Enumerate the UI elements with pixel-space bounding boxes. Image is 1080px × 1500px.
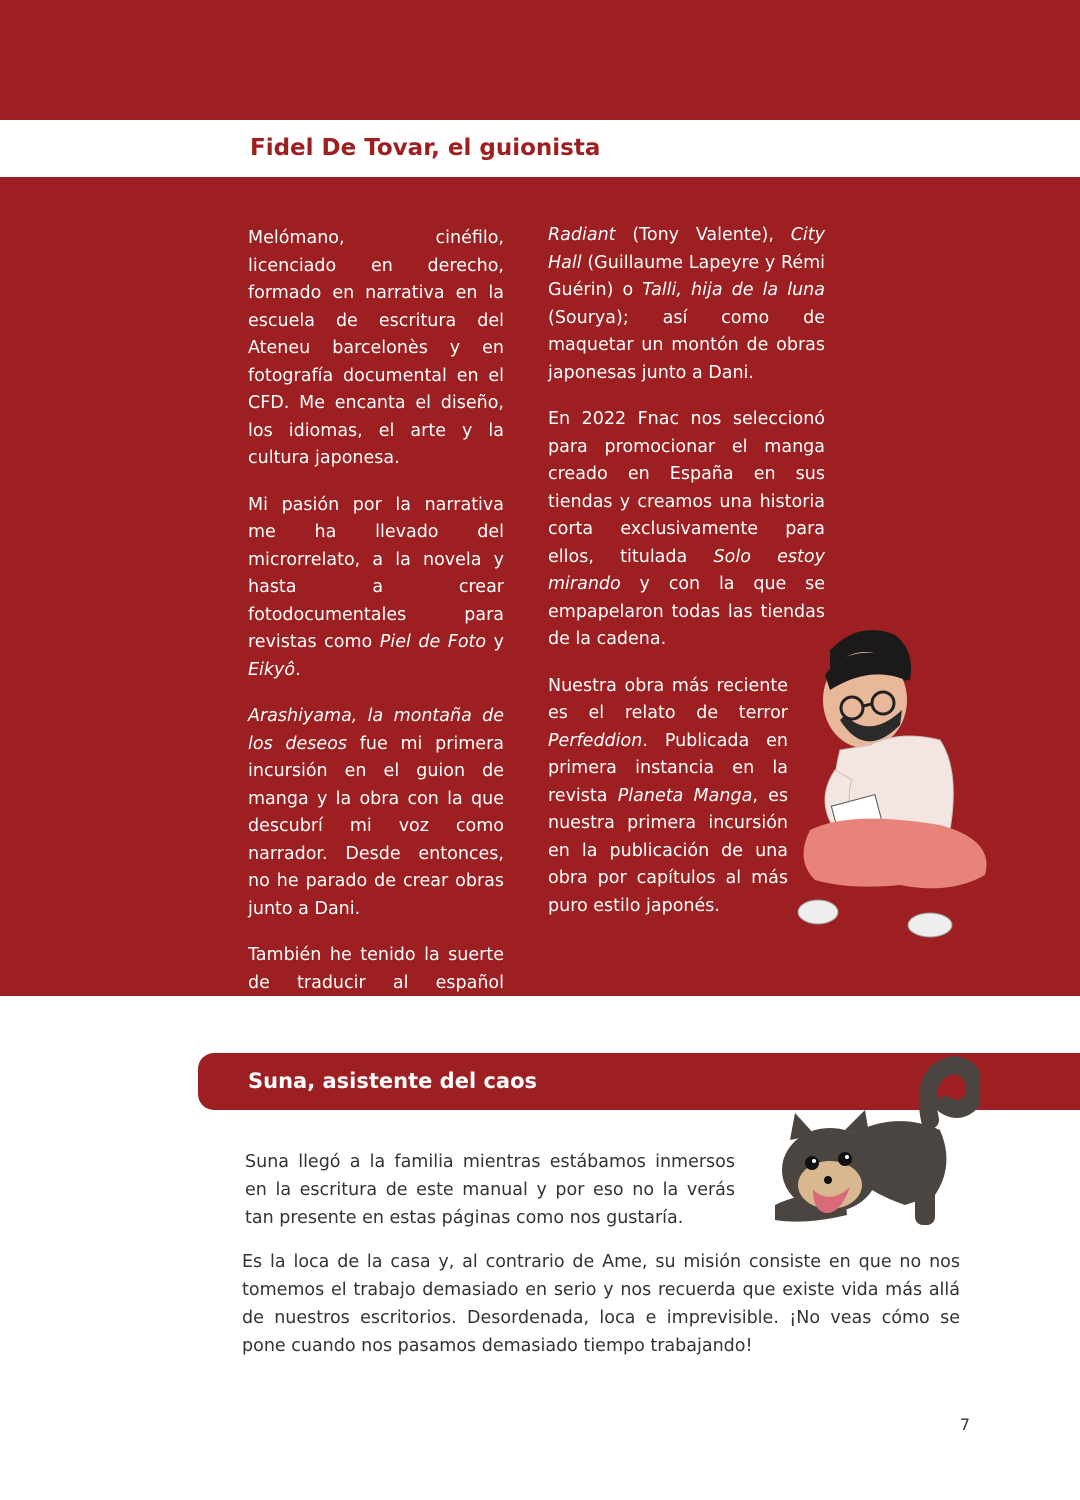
suna-description-paragraph: Es la loca de la casa y, al contrario de Ame, su misión consiste en que no nos tomemos el trabajo demasiado en serio y nos recuerda que existe vida más allá de nuestros escritorios. Desordenada, loca e imprevisible. ¡No veas cómo se pone cuando nos pasamos demasiado tiempo trabajando! — [242, 1252, 960, 1356]
bio-paragraph: Nuestra obra más reciente es el relato de terror Perfeddion. Publicada en primera instancia en la revista Planeta Manga, es nuestra primera incursión en la publicación de una obra por capítulos al más puro estilo japonés. — [548, 675, 788, 916]
bio-paragraph: Radiant (Tony Valente), City Hall (Guillaume Lapeyre y Rémi Guérin) o Talli, hija de la luna (Sourya); así como de maquetar un montón de obras japonesas junto a Dani. — [548, 225, 825, 383]
dog-illustration — [755, 1055, 980, 1235]
section-title-suna: Suna, asistente del caos — [248, 1069, 538, 1093]
bio-paragraph: Melómano, cinéfilo, licenciado en derecho, formado en narrativa en la escuela de escritura del Ateneu barcelonès y en fotografía documental en el CFD. Me encanta el diseño, los idiomas, el arte y la cultura japonesa. — [248, 228, 504, 468]
section-title-guionista: Fidel De Tovar, el guionista — [250, 135, 601, 161]
writer-illustration — [790, 620, 1000, 950]
bio-paragraph: En 2022 Fnac nos seleccionó para promocionar el manga creado en España en sus tiendas y creamos una historia corta exclusivamente para ellos, titulada Solo estoy mirando y con la que se empapelaron todas las tiendas de la cadena. — [548, 409, 825, 649]
bio-column-2 — [548, 222, 825, 939]
suna-intro-paragraph: Suna llegó a la familia mientras estábamos inmersos en la escritura de este manual y por eso no la verás tan presente en estas páginas como nos gustaría. — [245, 1152, 735, 1228]
bio-paragraph: Arashiyama, la montaña de los deseos fue mi primera incursión en el guion de manga y la obra con la que descubrí mi voz como narrador. Desde entonces, no he parado de crear obras junto a Dani. — [248, 706, 504, 919]
page-number: 7 — [959, 1415, 970, 1434]
bio-paragraph: También he tenido la suerte de traducir al español mangas franceses de éxito como — [248, 945, 504, 1048]
section-title-strip — [0, 120, 1080, 177]
bio-column-1 — [248, 225, 504, 1071]
top-color-band — [0, 0, 1080, 120]
bio-paragraph: Mi pasión por la narrativa me ha llevado del microrrelato, a la novela y hasta a crear fotodocumentales para revistas como Piel de Foto y Eikyô. — [248, 494, 505, 680]
